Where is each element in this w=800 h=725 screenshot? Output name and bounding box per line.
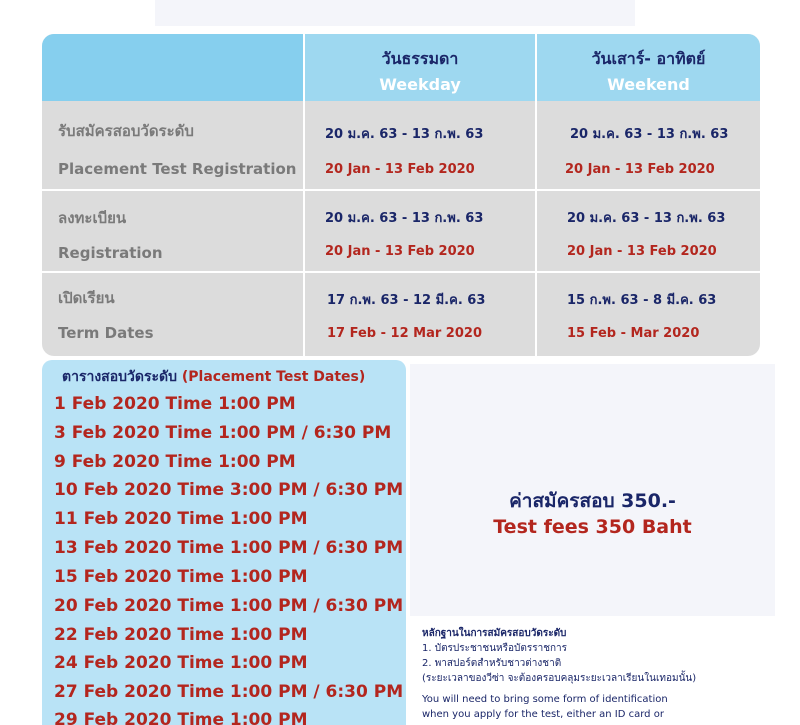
top-banner-strip <box>155 0 635 26</box>
placement-date: 29 Feb 2020 Time 1:00 PM <box>54 710 308 725</box>
documents-english-line: when you apply for the test, either an ID card or <box>422 709 664 720</box>
placement-date: 24 Feb 2020 Time 1:00 PM <box>54 653 308 673</box>
placement-date: 13 Feb 2020 Time 1:00 PM / 6:30 PM <box>54 538 404 558</box>
schedule-table <box>42 34 760 356</box>
placement-date: 3 Feb 2020 Time 1:00 PM / 6:30 PM <box>54 423 392 443</box>
test-fee-en: Test fees 350 Baht <box>493 516 692 538</box>
weekday-header-th: วันธรรมดา <box>381 49 459 68</box>
row-registration-test-label-en: Placement Test Registration <box>58 160 297 178</box>
weekend-header-th: วันเสาร์- อาทิตย์ <box>591 49 706 68</box>
document-item: 2. พาสปอร์ตสำหรับชาวต่างชาติ <box>422 658 562 669</box>
placement-dates-title <box>62 366 365 388</box>
documents-english-line: You will need to bring some form of identification <box>422 694 668 705</box>
weekday-header-en: Weekday <box>379 75 461 94</box>
row-divider <box>42 189 760 191</box>
weekend-registration-th: 20 ม.ค. 63 - 13 ก.พ. 63 <box>567 211 726 226</box>
weekday-test-registration-th: 20 ม.ค. 63 - 13 ก.พ. 63 <box>325 127 484 142</box>
row-term-label-en: Term Dates <box>58 324 154 342</box>
weekday-registration-en: 20 Jan - 13 Feb 2020 <box>325 244 475 259</box>
weekend-test-registration-en: 20 Jan - 13 Feb 2020 <box>565 162 715 177</box>
row-registration-test-label-th: รับสมัครสอบวัดระดับ <box>58 122 194 140</box>
row-registration-label-en: Registration <box>58 244 163 262</box>
row-registration-label-th: ลงทะเบียน <box>58 209 127 227</box>
column-divider <box>535 34 537 356</box>
document-item: (ระยะเวลาของวีซ่า จะต้องครอบคลุมระยะเวลาเรียนในเทอมนั้น) <box>422 673 697 684</box>
placement-date: 15 Feb 2020 Time 1:00 PM <box>54 567 308 587</box>
weekend-registration-en: 20 Jan - 13 Feb 2020 <box>567 244 717 259</box>
placement-test-dates-panel <box>42 360 406 725</box>
placement-date: 10 Feb 2020 Time 3:00 PM / 6:30 PM <box>54 480 404 500</box>
weekend-header <box>537 34 760 101</box>
column-divider <box>303 34 305 356</box>
document-item: 1. บัตรประชาชนหรือบัตรราชการ <box>422 643 568 654</box>
row-term-label-th: เปิดเรียน <box>58 289 115 307</box>
documents-title: หลักฐานในการสมัครสอบวัดระดับ <box>422 628 567 639</box>
placement-date: 9 Feb 2020 Time 1:00 PM <box>54 452 296 472</box>
required-documents <box>422 626 782 722</box>
weekend-term-th: 15 ก.พ. 63 - 8 มี.ค. 63 <box>567 293 717 308</box>
test-fee-panel <box>410 364 775 616</box>
weekend-header-en: Weekend <box>607 75 690 94</box>
weekday-header <box>305 34 535 101</box>
placement-date: 11 Feb 2020 Time 1:00 PM <box>54 509 308 529</box>
weekend-test-registration-th: 20 ม.ค. 63 - 13 ก.พ. 63 <box>570 127 729 142</box>
placement-dates-title-th: ตารางสอบวัดระดับ <box>62 369 177 385</box>
weekend-term-en: 15 Feb - Mar 2020 <box>567 326 700 341</box>
weekday-registration-th: 20 ม.ค. 63 - 13 ก.พ. 63 <box>325 211 484 226</box>
weekday-term-en: 17 Feb - 12 Mar 2020 <box>327 326 482 341</box>
weekday-test-registration-en: 20 Jan - 13 Feb 2020 <box>325 162 475 177</box>
placement-dates-title-en: (Placement Test Dates) <box>181 369 366 385</box>
table-header-corner <box>42 34 303 101</box>
test-fee-th: ค่าสมัครสอบ 350.- <box>509 490 676 512</box>
placement-date: 27 Feb 2020 Time 1:00 PM / 6:30 PM <box>54 682 404 702</box>
placement-date: 22 Feb 2020 Time 1:00 PM <box>54 625 308 645</box>
placement-date: 1 Feb 2020 Time 1:00 PM <box>54 394 296 414</box>
weekday-term-th: 17 ก.พ. 63 - 12 มี.ค. 63 <box>327 293 486 308</box>
row-divider <box>42 271 760 273</box>
placement-date: 20 Feb 2020 Time 1:00 PM / 6:30 PM <box>54 596 404 616</box>
